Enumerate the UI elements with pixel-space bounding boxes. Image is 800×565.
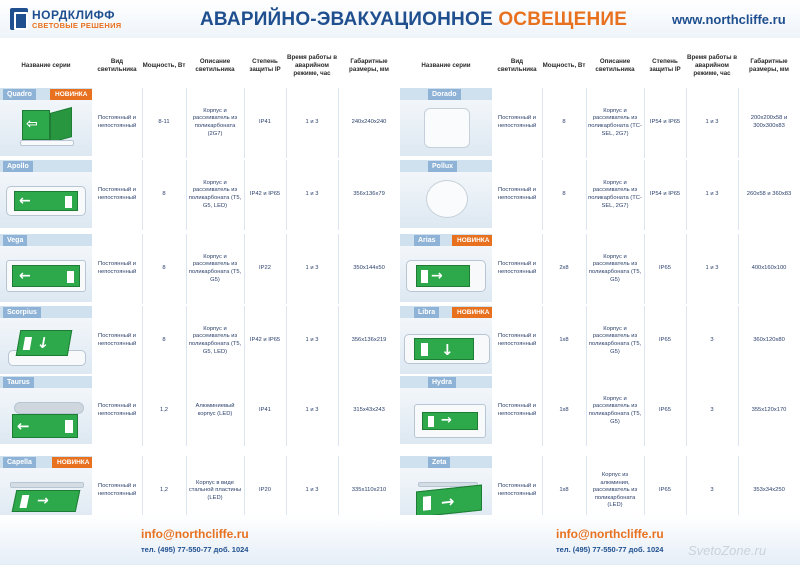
cell-ip: IP65 — [659, 407, 671, 414]
series-name: Taurus — [3, 377, 34, 388]
series-name: Pollux — [428, 161, 457, 172]
cell-ip: IP42 и IP65 — [249, 191, 281, 198]
column-divider — [186, 306, 187, 376]
series-name: Vega — [3, 235, 27, 246]
cell-dimensions: 400х160х100 — [751, 265, 787, 272]
column-divider — [542, 234, 543, 304]
cell-type: Постоянный и непостоянный — [97, 483, 137, 497]
cell-description: Корпус и рассеиватель из поликарбоната (2G7) — [192, 107, 238, 137]
colhead-power: Мощность, Вт — [542, 62, 586, 70]
column-divider — [644, 376, 645, 446]
column-divider — [586, 160, 587, 230]
cell-type: Постоянный и непостоянный — [97, 333, 137, 347]
cell-ip: IP41 — [259, 119, 271, 126]
cell-power: 8 — [162, 191, 166, 198]
cell-ip: IP65 — [659, 337, 671, 344]
exit-sign-icon: ← — [12, 265, 80, 287]
cell-dimensions: 335х110х210 — [351, 487, 387, 494]
row-cells — [492, 306, 800, 376]
cell-power: 1,2 — [159, 407, 169, 414]
product-photo-apollo — [0, 172, 92, 228]
contact-phone-right: тел. (495) 77-550-77 доб. 1024 — [556, 545, 664, 554]
colhead-series: Название серии — [421, 62, 471, 70]
series-name: Hydra — [428, 377, 456, 388]
column-divider — [286, 306, 287, 376]
series-name: Libra — [414, 307, 439, 318]
cell-runtime: 3 — [710, 337, 714, 344]
product-photo-pollux — [400, 172, 492, 228]
cell-description: Корпус и рассеиватель из поликарбоната (T5, G5, LED) — [188, 179, 242, 209]
square-lamp-icon — [424, 108, 470, 148]
exit-sign-icon: → — [422, 412, 478, 430]
cell-runtime: 1 и 3 — [305, 265, 319, 272]
cell-type: Постоянный и непостоянный — [497, 403, 537, 417]
column-divider — [142, 160, 143, 230]
colhead-power: Мощность, Вт — [142, 62, 186, 70]
cell-dimensions: 240х240х240 — [351, 119, 387, 126]
column-divider — [542, 376, 543, 446]
cell-power: 1х8 — [559, 407, 569, 414]
cell-power: 8-11 — [158, 119, 170, 126]
exit-sign-icon: ↓ — [16, 330, 73, 356]
new-badge: НОВИНКА — [52, 457, 94, 468]
colhead-dimensions: Габаритные размеры, мм — [349, 58, 389, 73]
column-divider — [686, 234, 687, 304]
column-divider — [244, 306, 245, 376]
cell-power: 1х8 — [559, 337, 569, 344]
new-badge: НОВИНКА — [452, 307, 494, 318]
cell-ip: IP22 — [259, 265, 271, 272]
cell-power: 1,2 — [159, 487, 169, 494]
column-divider — [338, 160, 339, 230]
series-name: Apollo — [3, 161, 33, 172]
round-lamp-icon — [426, 180, 468, 218]
colhead-type: Вид светильника — [497, 58, 537, 73]
cell-ip: IP54 и IP65 — [649, 119, 681, 126]
column-divider — [542, 160, 543, 230]
exit-sign-side-icon — [50, 107, 72, 143]
cell-power: 2х8 — [559, 265, 569, 272]
cell-runtime: 3 — [710, 487, 714, 494]
cell-type: Постоянный и непостоянный — [497, 483, 537, 497]
column-divider — [738, 306, 739, 376]
cell-description: Корпус и рассеиватель из поликарбоната (T5, G5) — [188, 253, 242, 283]
product-photo-taurus — [0, 388, 92, 444]
column-divider — [286, 88, 287, 158]
product-photo-dorado — [400, 100, 492, 156]
column-divider — [142, 88, 143, 158]
logo-main-text: НОРДКЛИФФ — [32, 8, 115, 22]
cell-runtime: 3 — [710, 407, 714, 414]
column-divider — [186, 234, 187, 304]
watermark: SvetoZone.ru — [688, 543, 767, 558]
lamp-base — [20, 140, 74, 146]
colhead-runtime: Время работы в аварийном режиме, час — [686, 54, 738, 77]
cell-dimensions: 200х200х58 и 300х300х83 — [750, 115, 788, 129]
cell-runtime: 1 и 3 — [705, 191, 719, 198]
cell-type: Постоянный и непостоянный — [497, 187, 537, 201]
new-badge: НОВИНКА — [50, 89, 92, 100]
logo-mark-icon — [10, 8, 28, 30]
product-photo-libra — [400, 318, 492, 374]
cell-description: Корпус и рассеиватель из поликарбоната (TC-SEL, 2G7) — [588, 179, 642, 209]
cell-runtime: 1 и 3 — [305, 407, 319, 414]
row-cells — [492, 234, 800, 304]
column-divider — [586, 376, 587, 446]
logo-sub-text: СВЕТОВЫЕ РЕШЕНИЯ — [32, 21, 122, 30]
column-divider — [338, 376, 339, 446]
column-divider — [142, 306, 143, 376]
contact-email-left[interactable]: info@northcliffe.ru — [141, 527, 249, 541]
row-cells — [92, 376, 400, 446]
exit-sign-icon: → — [12, 490, 81, 512]
website-link[interactable]: www.northcliffe.ru — [672, 12, 786, 27]
colhead-description: Описание светильника — [595, 58, 635, 73]
cell-runtime: 1 и 3 — [705, 265, 719, 272]
column-divider — [738, 234, 739, 304]
cell-type: Постоянный и непостоянный — [97, 187, 137, 201]
cell-type: Постоянный и непостоянный — [497, 333, 537, 347]
cell-description: Корпус и рассеиватель из поликарбоната (T5, G5) — [588, 253, 642, 283]
column-divider — [244, 234, 245, 304]
cell-ip: IP41 — [259, 407, 271, 414]
column-divider — [244, 88, 245, 158]
series-name: Capella — [3, 457, 36, 468]
column-divider — [286, 160, 287, 230]
column-divider — [586, 234, 587, 304]
exit-sign-icon: → — [416, 265, 470, 287]
column-divider — [338, 234, 339, 304]
cell-type: Постоянный и непостоянный — [497, 115, 537, 129]
column-divider — [542, 88, 543, 158]
column-divider — [142, 376, 143, 446]
cell-ip: IP65 — [659, 265, 671, 272]
column-divider — [586, 306, 587, 376]
column-divider — [186, 88, 187, 158]
column-divider — [738, 88, 739, 158]
product-photo-hydra — [400, 388, 492, 444]
row-cells — [92, 88, 400, 158]
colhead-type: Вид светильника — [97, 58, 137, 73]
exit-sign-icon: ↓ — [414, 338, 474, 360]
exit-sign-icon: ← — [14, 191, 78, 211]
cell-power: 8 — [162, 265, 166, 272]
title-main: АВАРИЙНО-ЭВАКУАЦИОННОЕ — [200, 9, 493, 30]
column-divider — [644, 234, 645, 304]
cell-dimensions: 360х120х80 — [753, 337, 785, 344]
cell-dimensions: 260х58 и 360х83 — [746, 191, 792, 198]
column-divider — [738, 160, 739, 230]
cell-description: Корпус и рассеиватель из поликарбоната (T5, G5) — [588, 325, 642, 355]
series-name: Scorpius — [3, 307, 41, 318]
row-cells — [92, 306, 400, 376]
cell-power: 8 — [162, 337, 166, 344]
cell-runtime: 1 и 3 — [705, 119, 719, 126]
column-divider — [244, 160, 245, 230]
cell-description: Корпус и рассеиватель из поликарбоната (T5, G5, LED) — [188, 325, 242, 355]
exit-sign-icon: ← — [12, 414, 78, 438]
cell-type: Постоянный и непостоянный — [497, 261, 537, 275]
page-header — [0, 0, 800, 38]
column-divider — [686, 88, 687, 158]
product-photo-arias — [400, 246, 492, 302]
cell-power: 1х8 — [559, 487, 569, 494]
column-divider — [338, 88, 339, 158]
column-divider — [586, 88, 587, 158]
cell-ip: IP54 и IP65 — [649, 191, 681, 198]
row-cells — [492, 88, 800, 158]
cell-runtime: 1 и 3 — [305, 487, 319, 494]
cell-power: 8 — [562, 191, 566, 198]
contact-email-right[interactable]: info@northcliffe.ru — [556, 527, 664, 541]
cell-type: Постоянный и непостоянный — [97, 261, 137, 275]
column-divider — [644, 88, 645, 158]
cell-description: Корпус и рассеиватель из поликарбоната (TC-SEL, 2G7) — [588, 107, 642, 137]
series-name: Arias — [414, 235, 440, 246]
cell-runtime: 1 и 3 — [305, 337, 319, 344]
column-divider — [738, 376, 739, 446]
cell-power: 8 — [562, 119, 566, 126]
colhead-ip: Степень защиты IP — [249, 58, 281, 73]
page-title — [200, 9, 627, 31]
exit-sign-icon: ⇦ — [22, 110, 50, 140]
cell-dimensions: 315х43х243 — [353, 407, 385, 414]
title-accent: ОСВЕЩЕНИЕ — [498, 9, 628, 30]
column-divider — [186, 376, 187, 446]
cell-dimensions: 350х144х50 — [353, 265, 385, 272]
lamp-housing — [14, 402, 84, 414]
colhead-ip: Степень защиты IP — [649, 58, 681, 73]
lamp-mount — [10, 482, 84, 488]
cell-dimensions: 356х136х79 — [353, 191, 385, 198]
cell-ip: IP65 — [659, 487, 671, 494]
colhead-dimensions: Габаритные размеры, мм — [749, 58, 789, 73]
series-name: Quadro — [3, 89, 36, 100]
column-divider — [542, 306, 543, 376]
column-divider — [186, 160, 187, 230]
column-divider — [338, 306, 339, 376]
product-photo-scorpius — [0, 318, 92, 374]
column-divider — [644, 160, 645, 230]
cell-dimensions: 353х34х250 — [753, 487, 785, 494]
cell-runtime: 1 и 3 — [305, 119, 319, 126]
cell-runtime: 1 и 3 — [305, 191, 319, 198]
cell-ip: IP42 и IP65 — [249, 337, 281, 344]
column-divider — [686, 306, 687, 376]
column-divider — [686, 376, 687, 446]
colhead-runtime: Время работы в аварийном режиме, час — [286, 54, 338, 77]
cell-description: Алюминиевый корпус (LED) — [195, 403, 235, 417]
product-photo-vega — [0, 246, 92, 302]
colhead-series: Название серии — [21, 62, 71, 70]
column-divider — [244, 376, 245, 446]
column-divider — [142, 234, 143, 304]
new-badge: НОВИНКА — [452, 235, 494, 246]
cell-description: Корпус и рассеиватель из поликарбоната (T5, G5) — [588, 395, 642, 425]
cell-description: Корпус из алюминия, рассеиватель из поликарбоната (LED) — [592, 472, 638, 509]
page-footer — [0, 515, 800, 565]
series-name: Dorado — [428, 89, 461, 100]
contact-phone-left: тел. (495) 77-550-77 доб. 1024 — [141, 545, 249, 554]
column-divider — [286, 376, 287, 446]
cell-ip: IP20 — [259, 487, 271, 494]
series-name: Zeta — [428, 457, 450, 468]
cell-type: Постоянный и непостоянный — [97, 115, 137, 129]
cell-description: Корпус в виде стальной пластины (LED) — [188, 479, 242, 501]
exit-sign-icon: → — [416, 485, 482, 518]
row-cells — [492, 376, 800, 446]
row-cells — [92, 234, 400, 304]
column-divider — [286, 234, 287, 304]
colhead-description: Описание светильника — [195, 58, 235, 73]
row-cells — [92, 160, 400, 230]
cell-dimensions: 356х136х219 — [351, 337, 387, 344]
column-divider — [686, 160, 687, 230]
column-divider — [644, 306, 645, 376]
cell-dimensions: 355х120х170 — [751, 407, 787, 414]
row-cells — [492, 160, 800, 230]
product-photo-quadro — [0, 100, 92, 156]
cell-type: Постоянный и непостоянный — [97, 403, 137, 417]
